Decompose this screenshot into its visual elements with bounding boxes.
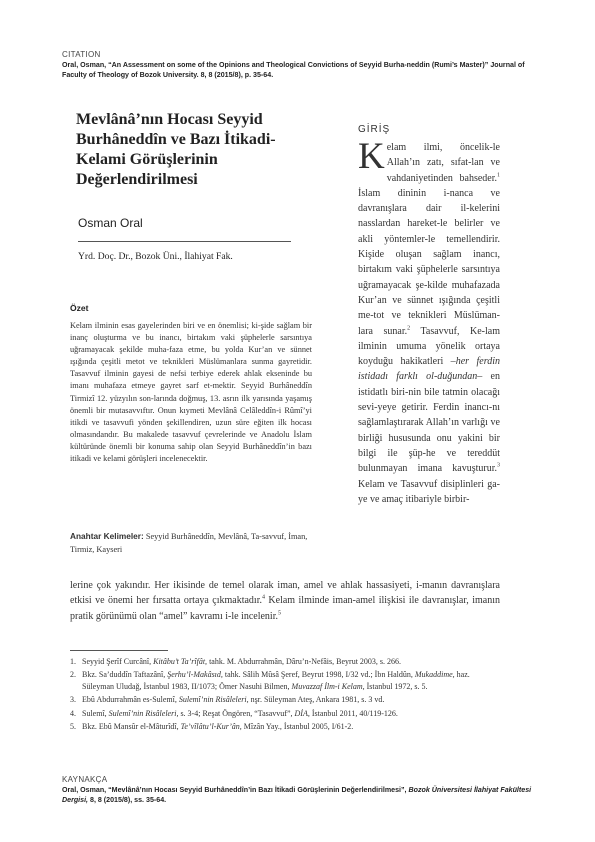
author-divider [78,241,291,242]
kaynakca-text [62,785,538,805]
footnote-text: tahk. M. Abdurrahmân, Dâru’n-Nefâis, Beyrut 2003, s. 266. [207,657,402,666]
intro-text-6: lerine çok yakındır. Her ikisinde de temel olarak iman, amel ve ahlak hassasiyeti, i-manın davranışlara etkisi ve önemi her fırsatta ortaya çıkmaktadır. [70,580,500,607]
kaynakca-text-part: 8, 8 (2015/8), ss. 35-64. [88,796,167,804]
footnote-number: 5. [70,722,76,732]
footnote-ref-2[interactable]: 2 [407,325,411,332]
kaynakca-block [62,775,538,805]
citation-label: CITATION [62,50,101,59]
footnote-italic: DİA, [294,708,310,718]
intro-text-1: elam ilmi, öncelik-le Allah’ın zatı, sıfat-lan ve vahdaniyetinden bahseder. [386,142,500,184]
footnote-number: 3. [70,695,76,705]
intro-continuation [70,578,500,624]
citation-text: Oral, Osman, “An Assessment on some of the Opinions and Theological Convictions of Seyyid Burha-neddin (Rumi’s Master)” Journal of Faculty of Theology of Bozok University. 8, 8 (2015/8), p. 35-64. [62,61,525,79]
footnote-italic: Sulemî’nin Risâleleri, [108,708,179,718]
footnote-italic: Kitâbu’t Ta’rîfât, [153,657,208,666]
footnote-italic: Şerhu’l-Makâsıd, [167,670,223,680]
intro-text-3: Tasavvuf, Ke-lam ilminin umuma yönelik ortaya koyduğu hakikatleri – [358,325,500,368]
intro-text-7: Kelam ilminde iman-amel ilişkisi ile davranışlar, imanın pratik görünümü olan “amel” kavramı i-le incelenir. [70,595,501,622]
footnote-ref-4[interactable]: 4 [261,594,265,601]
keywords-label: Anahtar Kelimeler: [70,531,144,541]
intro-heading: GİRİŞ [358,124,391,135]
footnote-text: haz. Süleyman Uludağ, İstanbul 1983, II/1073; Ömer Nasuhi Bilmen, [82,670,470,691]
footnote-divider [70,650,168,651]
footnote-text: nşr. Süleyman Ateş, Ankara 1981, s. 3 vd. [248,695,385,705]
author-affiliation: Yrd. Doç. Dr., Bozok Üni., İlahiyat Fak. [78,251,233,262]
footnote-item [70,708,500,719]
author-name: Osman Oral [78,216,143,230]
intro-text-2: İslam dininin i-nanca ve davranışlara dair il-kelerini nasslardan hareket-le belirler ve akli yöntemler-le temellendirir. Kişide oluşan sağlam inancı, birtakım vaki şüphelerle sarsıntıya uğramayacak şe-kilde muhafazada Kur’an ve sünnet ışığında çeşitli me-tot ve teknikleri Müslüman-lara sunar. [358,187,500,337]
footnote-item [70,656,500,667]
intro-italic: her ferdin istidadı farklı ol-duğundan [358,356,500,383]
intro-column [358,136,500,507]
kaynakca-label: KAYNAKÇA [62,775,108,784]
abstract-heading: Özet [70,303,89,313]
footnote-text: s. 3-4; Reşat Öngören, “Tasavvuf”, [178,708,295,718]
kaynakca-text-part: Oral, Osman, “Mevlânâ’nın Hocası Seyyid Burhâneddîn’in Bazı İtikadi Görüşlerinin Değerlendirilmesi”, [62,786,409,794]
keywords [70,530,312,556]
abstract-text: Kelam ilminin esas gayelerinden biri ve en önemlisi; ki-şide sağlam bir inanç oluşturma ve bu inancı, birtakım vaki şüphelerle sarsıntıya uğramayacak şekilde muha-faza etme, bu yolda Kur’an ve sünnet ışığında çeşitli metot ve teknikleri Müslümanlara sunma gayretidir. Tasavvuf ilminin gayesi de nefsi terbiye ederek ahlak ekseninde bu imanı muhafaza etmeye gayret sarf et-mektir. Seyyid Burhâneddîn Tirmizî 12. yüzyılın son-larında doğmuş, 13. asrın ilk yarısında yaşamış önemli bir mutasavvıftır. Onun kıymeti Mevlânâ Celâleddîn-i Rûmî’yi itikdi ve tasavvufi yönden şekillendiren, uzun süre eğiten ilk hocası olmasındandır. Bu makalede tasavvuf çevrelerinde ve Anadolu İslam kültüründe önemli bir konuma sahip olan Seyyid Burhâneddîn’in bazı itikadi ve kelami görüşleri incelenecektir. [70,321,312,464]
intro-text-4: – en istidatlı biri-nin bile tatmin olacağı sevi-yeye getirir. Ferdin inancı-nı sağlamlaştırarak Allah’ın varlığı ve birliği hususunda onu yakini bir bilgi ile şüp-he ve tereddüt bulunmayan imana kavuşturur. [358,371,500,475]
footnote-text: Mîzân Yay., İstanbul 2005, I/61-2. [241,722,354,732]
kaynakca-journal: Bozok Üniversitesi İlahiyat Fakültesi Dergisi, [62,786,532,804]
footnote-text: Ebû Abdurrahmân es-Sulemî, [82,695,179,705]
footnote-ref-3[interactable]: 3 [497,462,500,469]
intro-text-5: Kelam ve Tasavvuf disiplinleri ga-ye ve amaç itibariyle birbir- [358,478,500,505]
footnote-italic: Mukaddime, [414,670,455,680]
article-title: Mevlânâ’nın Hocası Seyyid Burhâneddîn ve Bazı İtikadi-Kelami Görüşlerinin Değerlendirilmesi [76,111,276,188]
footnote-ref-5[interactable]: 5 [277,610,281,617]
footnote-number: 2. [70,670,76,680]
footnote-italic: Muvazzaf İlm-i Kelam, [291,681,365,691]
footnote-item [70,694,500,705]
footnote-text: Bkz. Sa’duddîn Taftazânî, [82,670,168,680]
footnote-text: Seyyid Şerîf Curcânî, [82,657,154,666]
footnote-number: 1. [70,657,76,666]
footnote-text: tahk. Sâlih Mûsâ Şeref, Beyrut 1998, I/32 vd.; İbn Haldûn, [222,670,415,680]
footnote-text: Bkz. Ebû Mansûr el-Mâturîdî, [82,722,181,732]
footnote-item [70,669,500,692]
footnote-italic: Sulemî’nin Risâleleri, [178,695,249,705]
drop-cap: K [358,136,385,177]
footnote-italic: Te’vîlâtu’l-Kur’ân, [180,722,242,732]
citation-block [62,50,538,80]
footnote-text: İstanbul 2011, 40/119-126. [309,708,398,718]
footnote-ref-1[interactable]: 1 [497,172,500,179]
keywords-text: Seyyid Burhâneddîn, Mevlânâ, Ta-savvuf, İman, Tirmiz, Kayseri [70,532,308,554]
footnote-item [70,721,500,732]
footnotes-list [70,656,500,734]
footnote-number: 4. [70,708,76,718]
footnote-text: İstanbul 1972, s. 5. [364,681,428,691]
footnote-text: Sulemî, [82,708,109,718]
